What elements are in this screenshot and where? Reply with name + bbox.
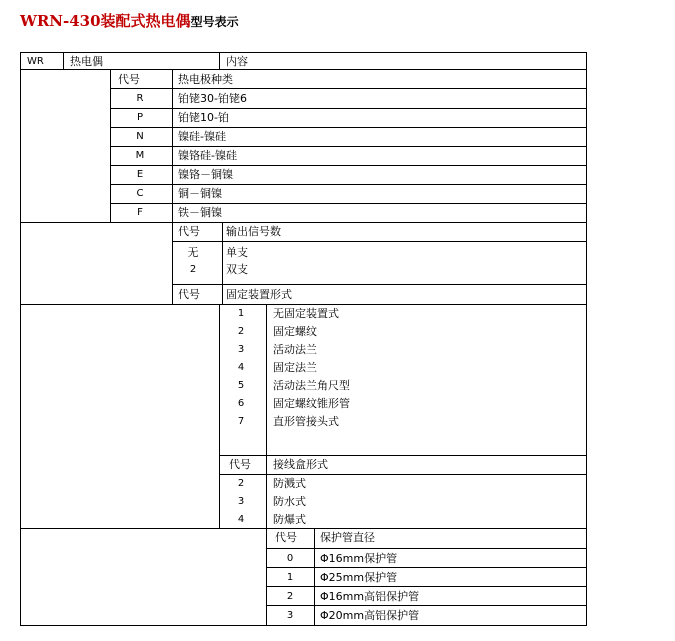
type-text: 铜－铜镍 (178, 187, 222, 200)
tube-code: 2 (286, 591, 294, 602)
section-divider (266, 528, 267, 626)
header-col-divider (219, 52, 220, 70)
junction-text: 防水式 (273, 495, 306, 508)
junction-text: 防爆式 (273, 513, 306, 526)
tube-code: 0 (286, 553, 294, 564)
table-border-left (20, 52, 21, 626)
fixing-code: 3 (237, 344, 245, 355)
row-divider (266, 605, 587, 606)
section-divider (20, 304, 587, 305)
row-divider (172, 241, 587, 242)
section-divider (222, 222, 223, 305)
row-divider (219, 474, 587, 475)
section-divider (266, 455, 267, 529)
tube-text: Φ16mm高铝保护管 (320, 590, 420, 603)
fixing-text: 固定螺纹 (273, 325, 317, 338)
section-header: 接线盒形式 (273, 458, 328, 471)
row-divider (110, 146, 587, 147)
fixing-code: 2 (237, 326, 245, 337)
type-code: R (136, 93, 144, 104)
row-divider (219, 455, 587, 456)
fixing-code: 4 (237, 362, 245, 373)
type-text: 铂铑10-铂 (178, 111, 229, 124)
type-code: C (136, 188, 144, 199)
type-text: 铁－铜镍 (178, 206, 222, 219)
header-content: 内容 (226, 55, 248, 68)
row-divider (110, 88, 587, 89)
type-code: P (136, 112, 144, 123)
row-divider (110, 184, 587, 185)
fixing-code: 6 (237, 398, 245, 409)
tube-text: Φ25mm保护管 (320, 571, 398, 584)
header-code: WR (27, 56, 44, 67)
section-divider (20, 528, 587, 529)
code-label: 代号 (118, 73, 140, 86)
model-code: WRN-430装配式热电偶 (20, 12, 191, 30)
section-divider (219, 304, 220, 529)
type-text: 镍硅-镍硅 (178, 130, 226, 143)
fixing-text: 固定法兰 (273, 361, 317, 374)
type-code: N (136, 131, 144, 142)
signal-text: 双支 (226, 263, 248, 276)
table-border-right (586, 52, 587, 626)
fixing-code: 7 (237, 416, 245, 427)
type-code: E (136, 169, 144, 180)
code-label: 代号 (178, 288, 200, 301)
type-code: M (135, 150, 145, 161)
row-divider (110, 165, 587, 166)
section-divider (314, 528, 315, 626)
section-header: 热电极种类 (178, 73, 233, 86)
section-divider (172, 222, 173, 305)
junction-text: 防溅式 (273, 477, 306, 490)
section-header: 固定装置形式 (226, 288, 292, 301)
code-label: 代号 (178, 225, 200, 238)
junction-code: 3 (237, 496, 245, 507)
tube-text: Φ16mm保护管 (320, 552, 398, 565)
fixing-text: 无固定装置式 (273, 307, 339, 320)
type-text: 镍铬－铜镍 (178, 168, 233, 181)
section-divider (20, 222, 587, 223)
row-divider (266, 548, 587, 549)
code-label: 代号 (229, 458, 251, 471)
junction-code: 4 (237, 514, 245, 525)
code-label: 代号 (275, 531, 297, 544)
signal-code: 2 (189, 264, 197, 275)
row-divider (266, 567, 587, 568)
table-border-top (20, 52, 587, 53)
row-divider (172, 284, 587, 285)
fixing-text: 固定螺纹锥形管 (273, 397, 350, 410)
header-col-divider (63, 52, 64, 70)
page-title (20, 10, 239, 31)
table-border-bottom (20, 625, 587, 626)
signal-text: 单支 (226, 246, 248, 259)
fixing-text: 直形管接头式 (273, 415, 339, 428)
type-text: 铂铑30-铂铑6 (178, 92, 247, 105)
fixing-text: 活动法兰 (273, 343, 317, 356)
tube-text: Φ20mm高铝保护管 (320, 609, 420, 622)
fixing-code: 5 (237, 380, 245, 391)
type-text: 镍铬硅-镍硅 (178, 149, 237, 162)
header-row-divider (20, 69, 587, 70)
section-header: 保护管直径 (320, 531, 375, 544)
tube-code: 3 (286, 610, 294, 621)
row-divider (266, 586, 587, 587)
junction-code: 2 (237, 478, 245, 489)
signal-code: 无 (187, 246, 199, 259)
type-code: F (137, 207, 143, 218)
row-divider (110, 108, 587, 109)
header-name: 热电偶 (70, 55, 103, 68)
row-divider (110, 127, 587, 128)
tube-code: 1 (286, 572, 294, 583)
fixing-text: 活动法兰角尺型 (273, 379, 350, 392)
section-divider (266, 304, 267, 456)
row-divider (110, 203, 587, 204)
title-suffix: 型号表示 (190, 15, 239, 29)
section-header: 输出信号数 (226, 225, 281, 238)
fixing-code: 1 (237, 308, 245, 319)
